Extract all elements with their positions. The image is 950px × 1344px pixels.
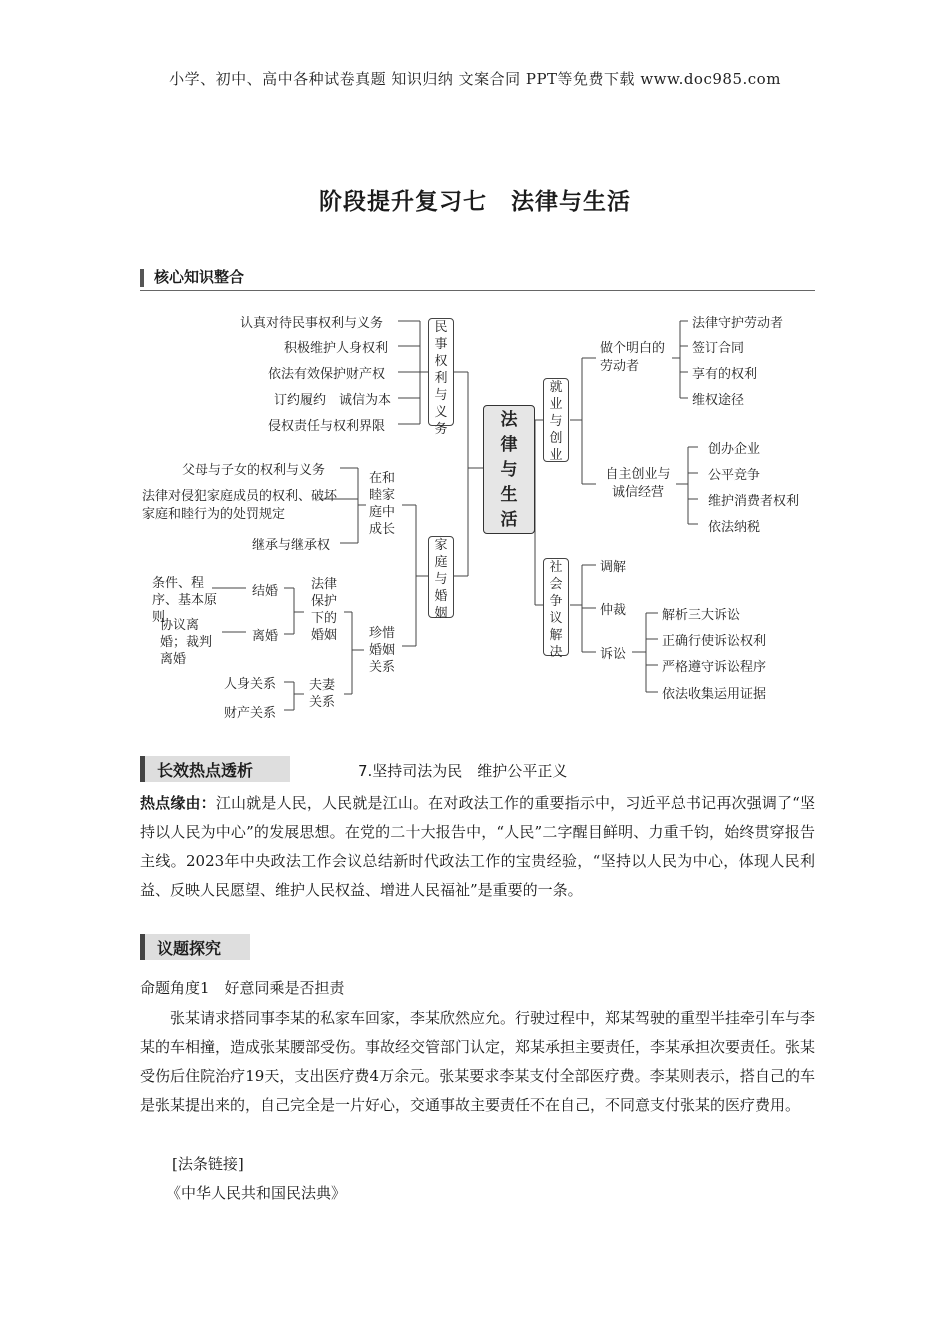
arbitration: 仲裁 (600, 603, 627, 618)
civil-item: 依法有效保护财产权 (268, 367, 386, 382)
section-issue-inquiry (140, 934, 250, 960)
divorce: 离婚 (252, 629, 279, 644)
personal-relation: 人身关系 (224, 677, 277, 692)
divorce-detail: 协议离婚；裁判离婚 (160, 618, 213, 667)
litigation-item: 严格遵守诉讼程序 (662, 660, 767, 675)
case-paragraph: 张某请求搭同事李某的私家车回家，李某欣然应允。行驶过程中，郑某驾驶的重型半挂牵引车与李某的车相撞，造成张某腰部受伤。事故经交管部门认定，郑某承担主要责任，李某承担次要责任。张某受伤后住院治疗19天，支出医疗费4万余元。张某要求李某支付全部医疗费。李某则表示，搭自己的车是张某提出来的，自己完全是一片好心，交通事故主要责任不在自己，不同意支付张某的医疗费用。 (140, 1009, 816, 1114)
hot-topic-subtitle: 7.坚持司法为民 维护公平正义 (358, 762, 568, 780)
page-header: 小学、初中、高中各种试卷真题 知识归纳 文案合同 PPT等免费下载 www.doc985.com (169, 70, 781, 88)
section-hot-topic (140, 756, 290, 782)
litigation-item: 依法收集运用证据 (662, 687, 767, 702)
startup-group: 自主创业与诚信经营 (605, 467, 671, 500)
section-title: 长效热点透析 (157, 761, 254, 780)
family-group2: 珍惜婚姻关系 (368, 626, 395, 675)
section-title: 核心知识整合 (154, 268, 245, 286)
civil-item: 订约履约 诚信为本 (274, 393, 392, 408)
family-box: 家庭与婚姻 (428, 536, 454, 618)
law-link-label: [法条链接] (172, 1155, 244, 1173)
civil-item: 侵权责任与权利界限 (268, 419, 386, 434)
property-relation: 财产关系 (224, 706, 277, 721)
civil-item: 积极维护人身权利 (284, 341, 389, 356)
mediation: 调解 (600, 560, 627, 575)
hot-topic-paragraph (140, 789, 815, 905)
worker-group: 做个明白的劳动者 (600, 341, 666, 374)
family-item: 父母与子女的权利与义务 (182, 463, 326, 478)
law-name: 《中华人民共和国民法典》 (166, 1184, 347, 1202)
employ-box: 就业与创业 (543, 378, 569, 462)
marriage: 结婚 (252, 584, 279, 599)
worker-item: 享有的权利 (692, 367, 758, 382)
hot-text: 江山就是人民，人民就是江山。在对政法工作的重要指示中，习近平总书记再次强调了“坚持以人民为中心”的发展思想。在党的二十大报告中，“人民”二字醒目鲜明、力重千钧，始终贯穿报告主线。2023年中央政法工作会议总结新时代政法工作的宝贵经验，“坚持以人民为中心，体现人民利益、反映人民愿望、维护人民权益、增进人民福祉”是重要的一条。 (140, 794, 815, 899)
center-topic (483, 405, 535, 534)
worker-item: 维权途径 (692, 393, 745, 408)
civil-item: 认真对待民事权利与义务 (240, 316, 384, 331)
worker-item: 法律守护劳动者 (692, 316, 784, 331)
startup-item: 维护消费者权利 (708, 494, 800, 509)
dispute-box: 社会争议解决 (543, 558, 569, 656)
page-title: 阶段提升复习七 法律与生活 (319, 189, 631, 215)
litigation: 诉讼 (600, 647, 627, 662)
center-text: 法律与生活 (500, 410, 518, 530)
marriage-detail: 条件、程序、基本原则 (152, 576, 218, 625)
spouse-relation: 夫妻关系 (308, 678, 335, 710)
marriage-protect: 法律保护下的婚姻 (310, 577, 337, 643)
civil-box: 民事权利与义务 (428, 318, 454, 426)
family-item: 法律对侵犯家庭成员的权利、破坏家庭和睦行为的处罚规定 (142, 489, 338, 522)
proposition-angle: 命题角度1 好意同乘是否担责 (140, 979, 345, 997)
startup-item: 创办企业 (708, 442, 761, 457)
startup-item: 公平竞争 (708, 468, 761, 483)
litigation-item: 解析三大诉讼 (662, 608, 741, 623)
startup-item: 依法纳税 (708, 520, 761, 535)
worker-item: 签订合同 (692, 341, 745, 356)
litigation-item: 正确行使诉讼权利 (662, 634, 767, 649)
hot-label: 热点缘由： (140, 794, 216, 812)
section-title: 议题探究 (157, 939, 222, 958)
family-item: 继承与继承权 (252, 538, 331, 553)
family-group1: 在和睦家庭中成长 (368, 471, 395, 537)
